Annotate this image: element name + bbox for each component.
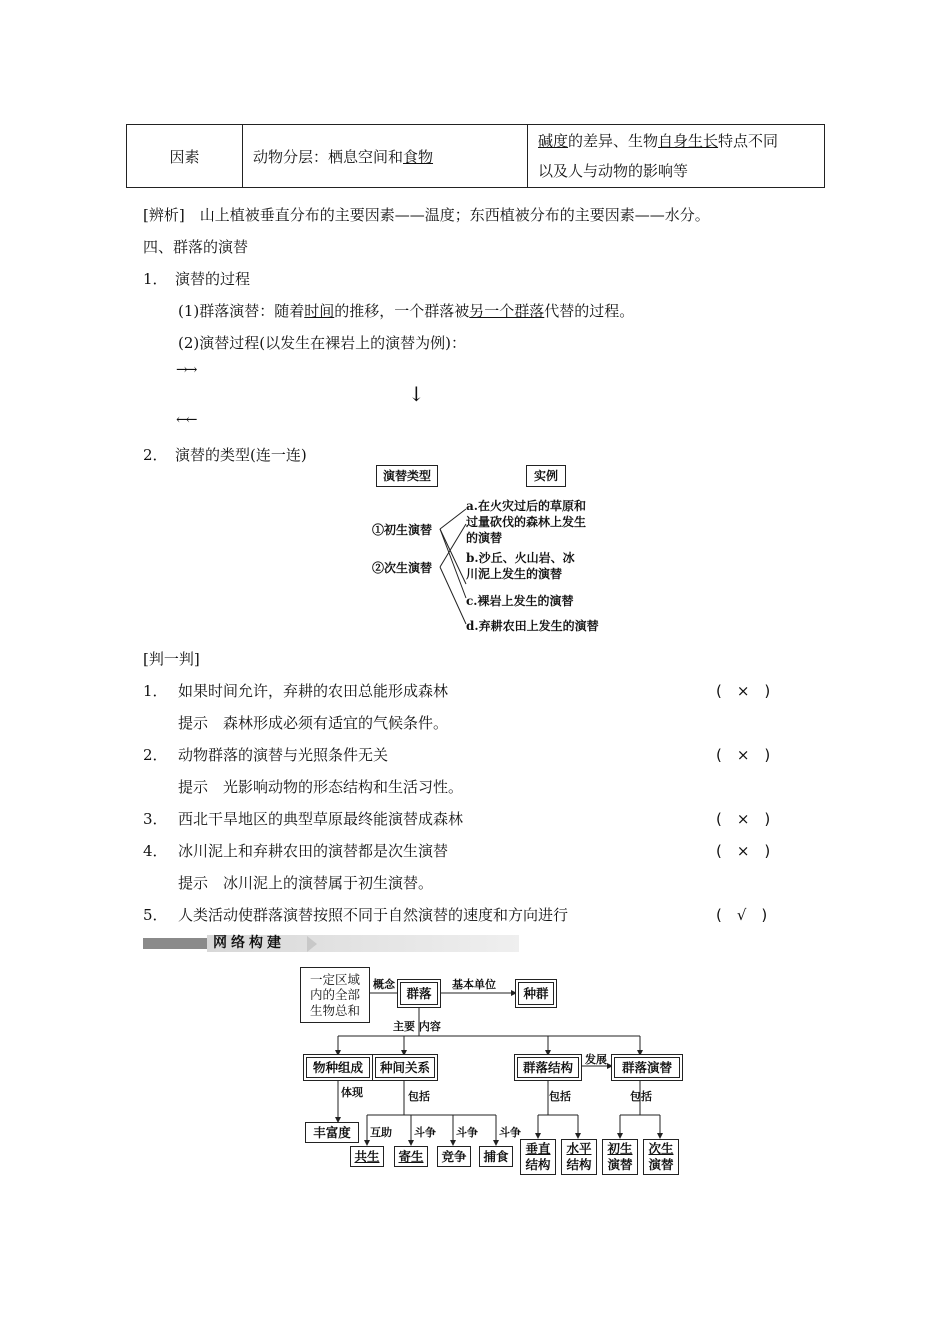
judge-statement: 冰川泥上和弃耕农田的演替都是次生演替 — [178, 842, 449, 860]
vertical-structure-box: 垂直 结构 — [520, 1139, 556, 1175]
judge-statement: 如果时间允许，弃耕的农田总能形成森林 — [178, 682, 449, 700]
example-b: b.沙丘、火山岩、冰 川泥上发生的演替 — [466, 551, 575, 581]
predation-box: 捕食 — [479, 1146, 513, 1167]
table-cell-label: 因素 — [127, 125, 243, 188]
symbiosis-box: 共生 — [350, 1146, 384, 1167]
include-label: 包括 — [549, 1090, 571, 1103]
main-content-label: 主要 内容 — [393, 1020, 441, 1033]
judge-title: [判一判] — [143, 650, 200, 668]
header-examples: 实例 — [526, 465, 566, 487]
judge-hint: 提示 光影响动物的形态结构和生活习性。 — [178, 778, 464, 796]
judge-answer: ( × ) — [716, 842, 771, 860]
judge-num: 1． — [143, 682, 168, 700]
item-1-2-text: (2)演替过程(以发生在裸岩上的演替为例)： — [178, 334, 466, 352]
fight-label: 斗争 — [414, 1126, 436, 1139]
type-secondary: ②次生演替 — [372, 561, 433, 575]
embody-label: 体现 — [341, 1086, 363, 1099]
table-cell-animal: 动物分层：栖息空间和食物 — [243, 125, 528, 188]
parasitism-box: 寄生 — [394, 1146, 428, 1167]
judge-answer: ( × ) — [716, 810, 771, 828]
basic-unit-label: 基本单位 — [452, 978, 496, 991]
example-d: d.弃耕农田上发生的演替 — [466, 619, 599, 633]
interspecific-box: 种间关系 — [375, 1057, 435, 1078]
example-c: c.裸岩上发生的演替 — [466, 594, 574, 608]
item-1-1-text: (1)群落演替：随着时间的推移，一个群落被另一个群落代替的过程。 — [178, 302, 635, 320]
develop-label: 发展 — [585, 1053, 607, 1066]
example-a: a.在火灾过后的草原和 过量砍伐的森林上发生 的演替 — [466, 499, 587, 545]
include-label: 包括 — [630, 1090, 652, 1103]
horizontal-structure-box: 水平 结构 — [561, 1139, 597, 1175]
judge-num: 4． — [143, 842, 168, 860]
concept-label: 概念 — [373, 978, 395, 991]
section-heading: 四、群落的演替 — [143, 238, 249, 256]
judge-hint: 提示 冰川泥上的演替属于初生演替。 — [178, 874, 434, 892]
primary-succession-box: 初生 演替 — [602, 1139, 638, 1175]
mutual-label: 互助 — [370, 1126, 392, 1139]
judge-statement: 动物群落的演替与光照条件无关 — [178, 746, 389, 764]
judge-num: 5． — [143, 906, 168, 924]
community-box: 群落 — [400, 982, 438, 1005]
arrows-right: →→ — [176, 362, 196, 378]
fight-label: 斗争 — [499, 1126, 521, 1139]
header-types: 演替类型 — [376, 465, 438, 487]
species-composition-box: 物种组成 — [306, 1057, 370, 1078]
arrow-down: ↓ — [408, 382, 425, 406]
judge-answer: ( × ) — [716, 682, 771, 700]
judge-num: 2． — [143, 746, 168, 764]
judge-statement: 西北干旱地区的典型草原最终能演替成森林 — [178, 810, 464, 828]
richness-box: 丰富度 — [305, 1122, 359, 1143]
item-2-heading: 2． 演替的类型(连一连) — [143, 446, 307, 464]
fight-label: 斗争 — [456, 1126, 478, 1139]
item-1-heading: 1． 演替的过程 — [143, 270, 251, 288]
type-primary: ①初生演替 — [372, 523, 433, 537]
judge-hint: 提示 森林形成必须有适宜的气候条件。 — [178, 714, 449, 732]
judge-answer: ( × ) — [716, 746, 771, 764]
judge-num: 3． — [143, 810, 168, 828]
succession-box: 群落演替 — [614, 1057, 680, 1078]
table-cell-horizontal: 碱度的差异、生物自身生长特点不同 以及人与动物的影响等 — [528, 125, 825, 188]
competition-box: 竞争 — [437, 1146, 471, 1167]
definition-box: 一定区域 内的全部 生物总和 — [300, 967, 370, 1023]
judge-answer: ( √ ) — [716, 906, 768, 924]
judge-statement: 人类活动使群落演替按照不同于自然演替的速度和方向进行 — [178, 906, 569, 924]
banner-title: 网络构建 — [213, 935, 285, 951]
analysis-text: [辨析] 山上植被垂直分布的主要因素——温度；东西植被分布的主要因素——水分。 — [143, 206, 710, 224]
population-box: 种群 — [518, 982, 554, 1005]
include-label: 包括 — [408, 1090, 430, 1103]
arrows-left: ←← — [176, 412, 196, 428]
community-structure-box: 群落结构 — [517, 1057, 579, 1078]
secondary-succession-box: 次生 演替 — [643, 1139, 679, 1175]
